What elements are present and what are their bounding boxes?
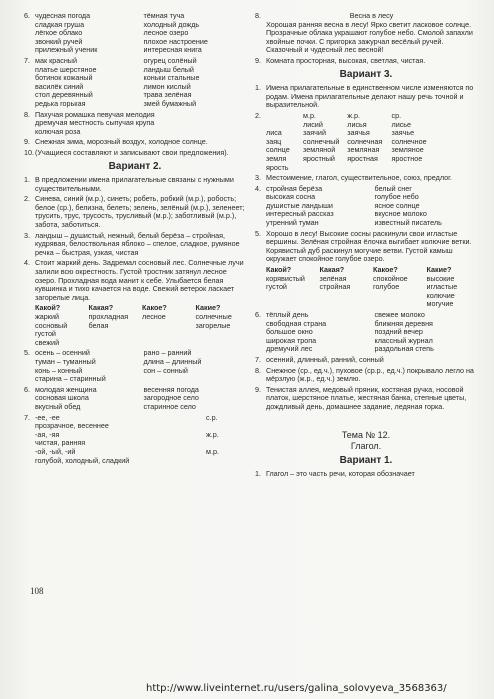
v2-answer-4: 4. Стоит жаркий день. Задремал сосновый лес. Солнечные лучи залили всю окрестность. Густой тростник затянул лесное озеро. Прохладная вода манит к себе. Улыбается белая кувшинка и тихо качается на воде. Свежий ветерок ласкает загорелые лица. Какой? Какая? Какое? Какие? жаркий сосновый густой свежий прохладная белая лесное солнечные загорелые: [24, 259, 246, 347]
left-column: [24, 12, 246, 467]
v3-answer-5: 5. Хорошо в лесу! Высокие сосны раскинули свои игластые вершины. Зелёная стройная ёлочка выгибает колючие ветки. Корявистый дуб раскинул могучие ветви. Густой камыш окружает спокойное голубое озеро. Какой? Какая? Какое? Какие? корявистый густой зелёная стройная спокойное голубое высокие игластые колючие могучие: [255, 230, 477, 309]
v3-answer-2: 2. м.р. ж.р. ср. лисий лисья лисье лиса заячий заячья заячье заяц солнечный солнечная солнечное солнце земляной земляная земляное земля яростный яростная яростное ярость: [255, 112, 477, 172]
v3-answer-9: 9. Тенистая аллея, медовый пряник, костяная ручка, носовой платок, шерстяное платье, жестяная банка, степные цветы, дождливый день, домашнее задание, ледяная горка.: [255, 384, 467, 411]
v2-answer-5: 5. осень – осенний туман – туманный конь – конный старина – старинный рано – ранний длина – длинный сон – сонный: [24, 348, 202, 384]
topic-answer-1: 1. Глагол – это часть речи, которая обозначает: [255, 469, 415, 479]
answer-7: 7. мак красный платье шерстяное ботинок кожаный василёк синий стол деревянный редька горькая огурец солёный ландыш белый коньки стальные лимон кислый трава зелёная змей бумажный: [24, 55, 200, 108]
v3-answer-6: 6. тёплый день свободная страна большое окно широкая тропа дремучий лес свежее молоко ближняя деревня поздний вечер классный журнал раздольная степь: [255, 310, 434, 354]
gender-table: м.р. ж.р. ср. лисий лисья лисье лиса заячий заячья заячье заяц солнечный солнечная солнечное солнце земляной земляная земляное земля яростный яростная яростное ярость: [266, 110, 427, 172]
right-column: [255, 12, 477, 481]
v2-answer-1: 1. В предложении имена прилагательные связаны с нужными существительными.: [24, 175, 234, 193]
source-url[interactable]: http://www.liveinternet.ru/users/galina_solovyeva_3568363/: [146, 683, 447, 694]
v2-answer-2: 2. Синева, синий (м.р.), синеть; робеть, робкий (м.р.), робость; белое (ср.), белизна, белеть; зелень, зелёный (м.р.), зеленеет; трусить, трус, трусость, трусливый (м.р.); заботливый (м.р.), забота, заботиться.: [24, 194, 245, 230]
answer-9-room: 9. Комната просторная, высокая, светлая, чистая.: [255, 55, 426, 65]
topic-heading: Тема № 12.: [341, 429, 391, 440]
answer-10: 10. (Учащиеся составляют и записывают свои предложения).: [24, 147, 229, 157]
answer-9: 9. Снежная зима, морозный воздух, холодное солнце.: [24, 137, 208, 147]
v2-answer-6: 6. молодая женщина сосновая школа вкусный обед весенняя погода загородное село старинное село: [24, 384, 199, 411]
answer-6: 6. чудесная погода сладкая груша лёгкое облако звонкий ручей прилежный ученик тёмная туча холодный дождь лесное озеро плохое настроение интересная книга: [24, 11, 208, 55]
adjective-table-v3: Какой? Какая? Какое? Какие? корявистый густой зелёная стройная спокойное голубое высокие игластые колючие могучие: [266, 265, 458, 309]
answer-8-spring: 8. Весна в лесу Хорошая ранняя весна в лесу! Ярко светит ласковое солнце. Прозрачные облака украшают голубое небо. Смолой запахли хвойные почки. С пригорка зажурчал весёлый ручей. Сказочный и чудесный лес весной!: [255, 11, 473, 55]
variant-3-heading: Вариант 3.: [339, 68, 393, 80]
adjective-table: Какой? Какая? Какое? Какие? жаркий сосновый густой свежий прохладная белая лесное солнечные загорелые: [35, 303, 232, 347]
v3-answer-3: 3. Местоимение, глагол, существительное, союз, предлог.: [255, 173, 452, 183]
answer-8: 8. Пахучая ромашка певучая мелодия дремучая местность сыпучая крупа колючая роза: [24, 109, 155, 136]
v3-answer-1: 1. Имена прилагательные в единственном числе изменяются по родам. Имена прилагательные делают нашу речь точной и выразительной.: [255, 83, 474, 110]
v3-answer-8: 8. Снежное (ср., ед.ч.), пуховое (ср.р., ед.ч.) покрывало легло на мёрзлую (ж.р., ед.ч.) землю.: [255, 365, 474, 384]
v3-answer-4: 4. стройная берёза высокая сосна душистые ландыши интересный рассказ утренний туман белый снег голубое небо ясное солнце вкусное молоко известный писатель: [255, 183, 442, 228]
page-number: 108: [30, 586, 44, 596]
v3-answer-7: 7. осенний, длинный, ранний, сонный: [255, 354, 384, 364]
topic-name: Глагол.: [350, 440, 382, 451]
variant-2-heading: Вариант 2.: [108, 160, 162, 172]
v2-answer-3: 3. ландыш – душистый, нежный, белый берёза – стройная, кудрявая, белоствольная яблоко – спелое, сладкое, румяное речка – быстрая, узкая, чистая: [24, 230, 240, 257]
v2-answer-7: 7. -ее, -ее с.р. прозрачное, весеннее -ая, -яя ж.р. чистая, ранняя -ой, -ый, -ий м.р. голубой, холодный, сладкий: [24, 412, 219, 465]
variant-1-heading: Вариант 1.: [339, 454, 393, 466]
